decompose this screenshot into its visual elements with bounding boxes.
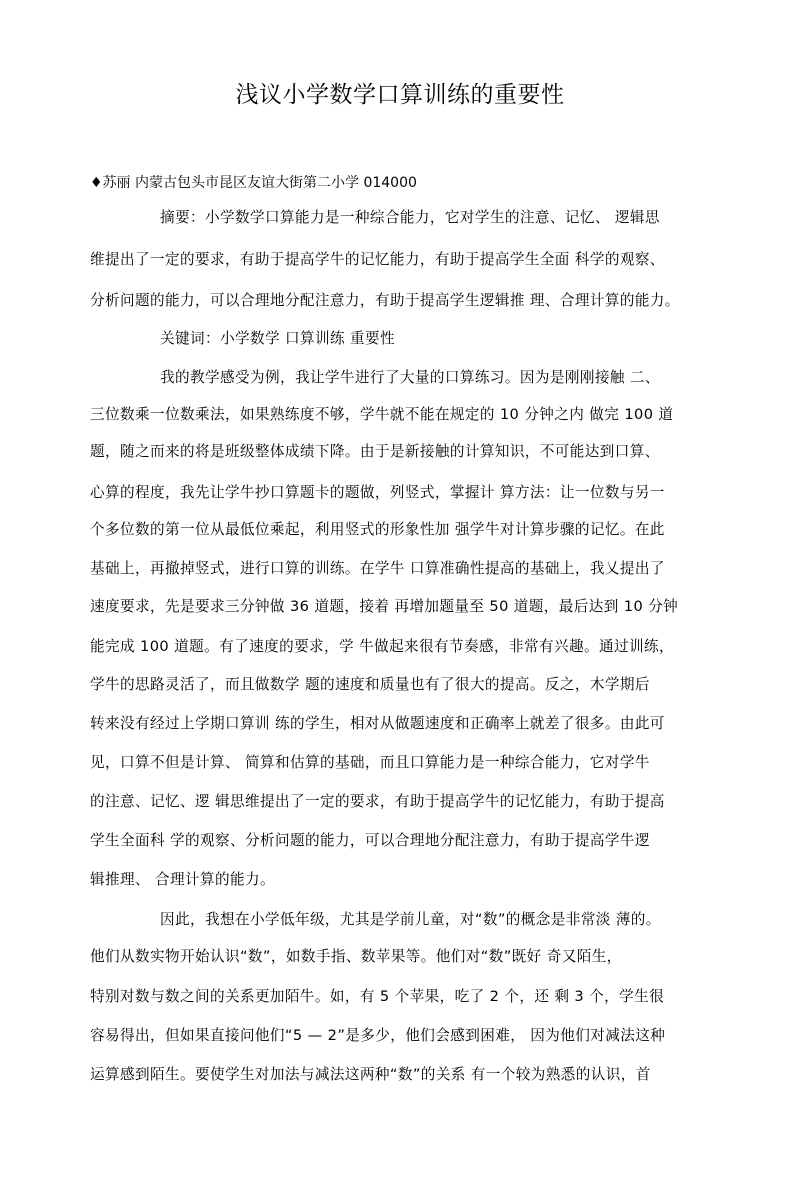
abstract-line: 分析问题的能力，可以合理地分配注意力，有助于提高学生逻辑推 理、合理计算的能力。 (90, 292, 680, 309)
paragraph-line: 能完成 100 道题。有了速度的要求，学 牛做起来很有节奏感，非常有兴趣。通过训练， (90, 638, 674, 655)
paragraph-line: 速度要求，先是要求三分钟做 36 道题，接着 再增加题量至 50 道题，最后达到 10 分钟 (90, 598, 679, 615)
paragraph-line: 我的教学感受为例，我让学牛进行了大量的口算练习。因为是刚刚接触 二、 (160, 369, 660, 386)
paragraph-line: 的注意、记忆、逻 辑思维提出了一定的要求，有助于提高学牛的记忆能力，有助于提高 (90, 793, 665, 810)
author-line: ♦苏丽 内蒙古包头市昆区友谊大街第二小学 014000 (90, 175, 417, 191)
paragraph-line: 转来没有经过上学期口算训 练的学生，相对从做题速度和正确率上就差了很多。由此可 (90, 715, 665, 732)
document-title: 浅议小学数学口算训练的重要性 (235, 82, 565, 108)
paragraph-line: 题，随之而来的将是班级整体成绩下降。由于是新接触的计算知识，不可能达到口算、 (90, 443, 660, 460)
paragraph-line: 三位数乘一位数乘法，如果熟练度不够，学牛就不能在规定的 10 分钟之内 做完 100 道 (90, 406, 674, 423)
paragraph-line: 学生全面科 学的观察、分析问题的能力，可以合理地分配注意力，有助于提高学牛逻 (90, 832, 650, 849)
paragraph-line: 容易得出，但如果直接问他们“5 — 2”是多少，他们会感到困难， 因为他们对减法这种 (90, 1027, 666, 1044)
paragraph-line: 基础上，再撤掉竖式，进行口算的训练。在学牛 口算准确性提高的基础上，我乂提出了 (90, 560, 665, 577)
abstract-line: 维提出了一定的要求，有助于提高学牛的记忆能力，有助于提高学生全面 科学的观察、 (90, 251, 665, 268)
keywords-line: 关键词：小学数学 口算训练 重要性 (160, 330, 395, 347)
paragraph-line: 运算感到陌生。要使学生对加法与减法这两种“数”的关系 有一个较为熟悉的认识，首 (90, 1066, 651, 1083)
paragraph-line: 心算的程度，我先让学牛抄口算题卡的题做，列竖式，掌握计 算方法：让一位数与另一 (90, 484, 665, 501)
paragraph-line: 学牛的思路灵活了，而且做数学 题的速度和质量也有了很大的提高。反之，木学期后 (90, 676, 650, 693)
abstract-line: 摘要：小学数学口算能力是一种综合能力，它对学生的注意、记忆、 逻辑思 (160, 209, 660, 226)
paragraph-line: 个多位数的第一位从最低位乘起，利用竖式的形象性加 强学牛对计算步骤的记忆。在此 (90, 521, 665, 538)
paragraph-line: 见，口算不但是计算、 简算和估算的基础，而且口算能力是一种综合能力，它对学牛 (90, 754, 650, 771)
paragraph-line: 他们从数实物开始认识“数”，如数手指、数苹果等。他们对“数”既好 奇又陌生， (90, 948, 622, 965)
paragraph-line: 因此，我想在小学低年级，尤其是学前儿童，对“数”的概念是非常淡 薄的。 (160, 911, 661, 928)
paragraph-line: 辑推理、 合理计算的能力。 (90, 871, 275, 888)
paragraph-line: 特别对数与数之间的关系更加陌牛。如，有 5 个苹果，吃了 2 个，还 剩 3 个，学生很 (90, 988, 665, 1005)
